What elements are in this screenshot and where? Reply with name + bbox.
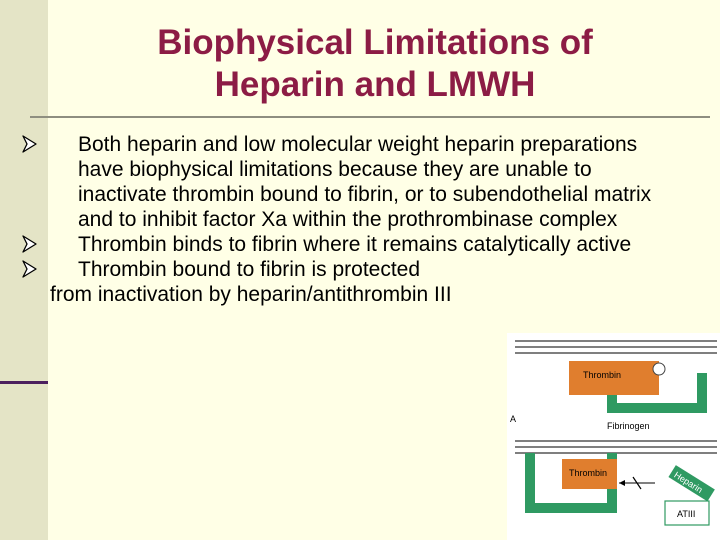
thrombin-bottom-label: Thrombin [569, 468, 608, 478]
arrow-bullet-icon [22, 134, 38, 154]
binding-site-icon [653, 363, 665, 375]
arrow-bullet-icon [22, 259, 38, 279]
heparin-label: Heparin [672, 469, 705, 495]
title-divider [30, 116, 710, 118]
bullet-text: Thrombin bound to fibrin is protected [78, 258, 421, 281]
thrombin-fibrin-diagram [507, 333, 720, 540]
bullet-text: Both heparin and low molecular weight heparin preparations have biophysical limitations because they are unable to inactivate thrombin bound to fibrin, or to subendothelial matrix and to inhibit factor Xa within the prothrombinase complex [78, 133, 652, 231]
atiii-label: ATIII [677, 509, 696, 519]
bullet-item [20, 232, 680, 257]
bullet-text: Thrombin binds to fibrin where it remains catalytically active [78, 233, 632, 256]
title-line-2: Heparin and LMWH [214, 65, 536, 104]
heparin-chain [668, 465, 714, 501]
continuation-text: from inactivation by heparin/antithrombin III [50, 283, 452, 306]
slide-title [60, 22, 690, 106]
title-line-1: Biophysical Limitations of [157, 23, 593, 62]
bullet-item [20, 132, 680, 232]
sidebar-accent-bar [0, 381, 48, 384]
slide-body [20, 132, 680, 307]
thrombin-top-label: Thrombin [583, 370, 622, 380]
arrow-bullet-icon [22, 234, 38, 254]
bullet-item [20, 257, 680, 282]
panel-label-a: A [510, 414, 517, 424]
fibrinogen-label: Fibrinogen [607, 421, 650, 431]
arrow-head-icon [619, 480, 625, 486]
